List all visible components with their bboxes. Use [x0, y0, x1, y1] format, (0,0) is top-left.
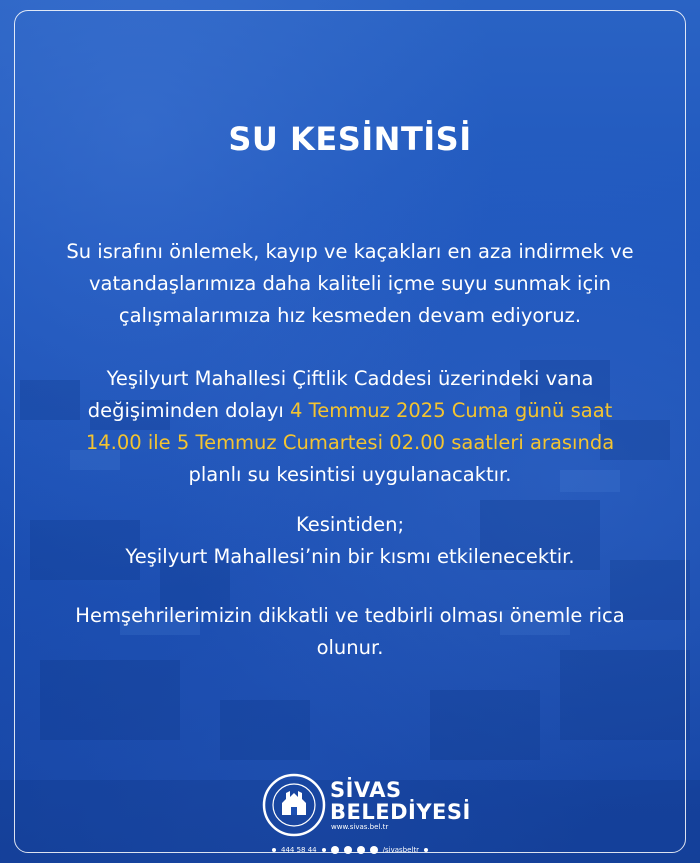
intro-paragraph	[30, 236, 670, 332]
details-line: Yeşilyurt Mahallesi Çiftlik Caddesi üzerindeki vana	[106, 367, 594, 390]
outage-date-highlight: 4 Temmuz 2025 Cuma günü saat	[290, 399, 613, 422]
youtube-icon[interactable]	[370, 846, 378, 854]
separator-dot-icon	[272, 848, 276, 852]
brand-name-line1: SİVAS	[330, 778, 402, 802]
outage-time-highlight: 14.00 ile 5 Temmuz Cumartesi 02.00 saatleri arasında	[85, 431, 615, 454]
details-text: değişiminden dolayı	[87, 399, 290, 422]
contact-footer	[0, 846, 700, 854]
municipality-seal-logo	[262, 773, 326, 837]
affected-line: Kesintiden;	[295, 513, 405, 536]
intro-line: Su israfını önlemek, kayıp ve kaçakları en aza indirmek ve	[66, 240, 634, 263]
separator-dot-icon	[424, 848, 428, 852]
facebook-icon[interactable]	[331, 846, 339, 854]
announcement-title: SU KESİNTİSİ	[228, 120, 472, 158]
outage-details-paragraph	[30, 363, 670, 491]
closing-paragraph	[30, 600, 670, 664]
social-handle[interactable]: /sivasbeltr	[382, 846, 419, 854]
separator-dot-icon	[322, 848, 326, 852]
closing-line: olunur.	[316, 636, 384, 659]
details-line	[30, 395, 670, 427]
x-icon[interactable]	[344, 846, 352, 854]
intro-line: vatandaşlarımıza daha kaliteli içme suyu sunmak için	[89, 272, 611, 295]
closing-line: Hemşehrilerimizin dikkatli ve tedbirli olması önemle rica	[75, 604, 625, 627]
phone-number[interactable]: 444 58 44	[281, 846, 317, 854]
website-url[interactable]: www.sivas.bel.tr	[331, 823, 389, 831]
affected-line: Yeşilyurt Mahallesi’nin bir kısmı etkilenecektir.	[125, 545, 575, 568]
details-line: planlı su kesintisi uygulanacaktır.	[188, 463, 512, 486]
instagram-icon[interactable]	[357, 846, 365, 854]
brand-name-line2: BELEDİYESİ	[330, 800, 471, 824]
intro-line: çalışmalarımıza hız kesmeden devam ediyoruz.	[118, 304, 582, 327]
affected-area-paragraph	[30, 509, 670, 573]
